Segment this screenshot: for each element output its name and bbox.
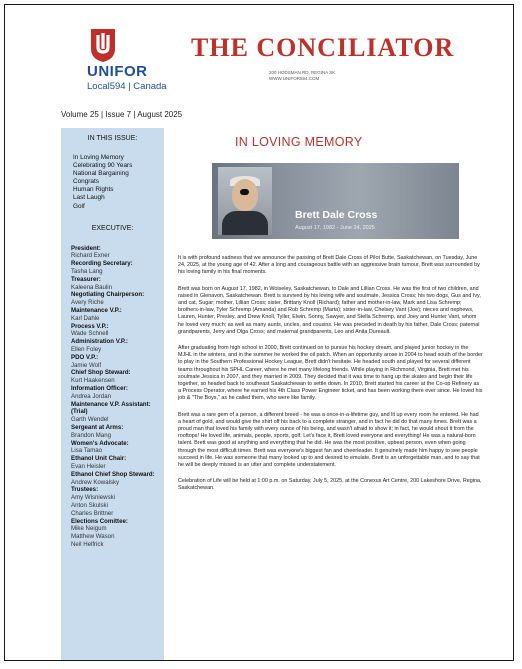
- article-paragraph: Brett was a rare gem of a person, a different breed - he was a once-in-a-lifetime guy, and lit up every room he entered. He had a heart of gold, and would give the shirt off his back to a complete stranger, and in fact he did do that many times. Brett was a proud man that loved his family with every ounce of his being, and wasn't afraid to show it; in fact, he would shout it from the rooftops! He loved life, animals, people, sports, golf. Let's face it, Brett loved everyone and everything! He was a natural-born talent. Brett was good at anything and everything that he did. He was the most positive, upbeat person, even when going through the most difficult times. Brett was everyone's biggest fan and cheerleader. It genuinely made him happy to see people succeed in life. He was someone that many looked up to and desired to emulate. Brett is an unforgettable man, and to say that he will be deeply missed is an utter and complete understatement.: [178, 411, 480, 469]
- executive-member: Tasha Lang: [71, 268, 103, 276]
- executive-member: Anton Skulski: [71, 501, 108, 509]
- article-paragraph: Brett was born on August 17, 1982, in Wolseley, Saskatchewan, to Dale and Lillian Cross. He was the first of two children, and raised in Glenavon, Saskatchewan. Brett is survived by his loving wife and soulmate, Jessica Cross; his two dogs, Gus and Ivy, and cat, Sugar; mother, Lillian Cross; sister, Brittany Knoll (Richard); father and mother-in-law, Mark and Lisa Schremp; brothers-in-law, Tyler Schremp (Amanda) and Rob Schremp (Marta); sister-in-law, Chelsey Vant (Joe); nieces and nephews, Lauren, Hunter, Presley, and Drew Knoll, Tyller, Elwin, Sonny, Sawyer, and Stella Schremp, and Joey and Hunter Vant, whom he loved very much; as well as many aunts, uncles, and cousins. He was preceded in death by his father, Dale Cross; paternal grandparents, Jerry and Olga Cross; and maternal grandparents, Leo and Anita Dureault.: [178, 285, 481, 335]
- brand-name: UNIFOR: [87, 63, 148, 80]
- executive-member: Avery Riche: [71, 299, 104, 307]
- banner-dates: August 17, 1982 - June 24, 2025: [295, 225, 375, 231]
- article-body: [178, 255, 483, 502]
- article-heading: IN LOVING MEMORY: [235, 135, 363, 149]
- article-paragraph: It is with profound sadness that we announce the passing of Brett Dale Cross of Pilot Butte, Saskatchewan, on Tuesday, June 24, 2025, at the young age of 42. After a long and courageous battle with an aggressive brain tumour, Brett was surrounded by his loving family in his final moments.: [178, 255, 480, 276]
- executive-role: Sergeant at Arms:: [71, 423, 124, 431]
- address-block: [269, 70, 335, 82]
- website-line: WWW.UNIFOR594.COM: [269, 76, 320, 81]
- executive-role: Ethanol Unit Chair:: [71, 455, 127, 463]
- photo-shirt: [222, 211, 268, 235]
- photo-face: [232, 179, 258, 211]
- executive-member: Neil Helfrick: [71, 540, 104, 548]
- photo-eyepatch: [240, 189, 249, 195]
- portrait-photo: [218, 167, 272, 235]
- executive-role: Women's Advocate:: [71, 439, 129, 447]
- executive-member: Ellen Foley: [71, 346, 102, 354]
- executive-member: Kaleena Baulin: [71, 283, 112, 291]
- executive-list: [71, 245, 164, 549]
- executive-member: Lisa Tamao: [71, 447, 103, 455]
- in-this-issue-heading: IN THIS ISSUE:: [87, 135, 138, 142]
- executive-member: Richard Exner: [71, 252, 110, 260]
- memorial-banner: [212, 163, 459, 239]
- toc-item[interactable]: National Bargaining: [73, 170, 129, 178]
- executive-role: Maintenance V.P. Assistant: (Trial): [71, 400, 151, 416]
- executive-role: Information Officer:: [71, 385, 128, 392]
- executive-role: Recording Secretary:: [71, 260, 133, 268]
- toc-list: [73, 154, 164, 211]
- unifor-shield-icon: [87, 27, 119, 63]
- executive-member: Andrew Kowalsky: [71, 478, 120, 486]
- article-paragraph: After graduating from high school in 2000, Brett continued on to pursue his hockey dream, and played junior hockey in the MJHL in the winters, and in the summer he worked the oil patch. When an opportunity arose in 2004 to head south of the border to play in the Southern Professional Hockey League, Brett didn't hesitate. He headed south and played for several different teams throughout his SPHL Career, where he met many lifelong friends. While playing in Richmond, Virginia, Brett met his soulmate Jessica in 2007, and they married in 2009. They decided that it was time to hang up the skates and begin their life together, so headed back to southeast Saskatchewan to settle down. In 2010, Brett started his career at the Co-op Refinery as a Process Operator, where he earned his 4th Class Power Engineer ticket, and has been working there ever since. He loved his job & "The Boys," as he called them, who were like family.: [178, 345, 483, 402]
- executive-role: Trustees:: [71, 486, 99, 494]
- executive-role: Maintenance V.P.:: [71, 307, 122, 315]
- executive-role: PDO V.P.:: [71, 353, 99, 361]
- executive-member: Brandon Mang: [71, 431, 111, 439]
- toc-item[interactable]: Human Rights: [73, 186, 114, 194]
- executive-member: Matthew Wason: [71, 533, 115, 541]
- executive-role: Chief Shop Steward:: [71, 369, 131, 377]
- toc-item[interactable]: Golf: [73, 202, 85, 210]
- banner-name: Brett Dale Cross: [295, 209, 378, 221]
- masthead: [5, 5, 514, 101]
- toc-item[interactable]: In Loving Memory: [73, 154, 124, 161]
- executive-member: Charles Brittner: [71, 509, 114, 517]
- executive-heading: EXECUTIVE:: [91, 224, 134, 232]
- executive-role: Negotiating Chairperson:: [71, 291, 145, 299]
- executive-member: Karl Dahle: [71, 314, 100, 322]
- executive-role: Process V.P.:: [71, 322, 109, 330]
- executive-member: Garth Wendel: [71, 416, 109, 424]
- local-label: Local594 | Canada: [87, 81, 167, 92]
- executive-member: Mike Neigum: [71, 525, 107, 533]
- executive-member: Evan Heisler: [71, 462, 106, 470]
- executive-role: President:: [71, 244, 101, 252]
- executive-role: Administration V.P.:: [71, 338, 128, 346]
- newsletter-page: [4, 4, 514, 661]
- executive-role: Treasurer:: [71, 275, 101, 283]
- executive-role: Ethanol Chief Shop Steward:: [71, 470, 155, 478]
- article-paragraph: Celebration of Life will be held at 1:00 p.m. on Saturday, July 5, 2025, at the Conexus Art Centre, 200 Lakeshore Drive, Regina, Saskatchewan.: [178, 478, 482, 492]
- sidebar: [61, 128, 164, 661]
- issue-line: Volume 25 | Issue 7 | August 2025: [61, 110, 183, 119]
- address-line: 200 HODSMAN RD, REGINA SK: [269, 70, 336, 75]
- executive-member: Andrea Jordan: [71, 392, 111, 400]
- executive-member: Amy Wisniewski: [71, 494, 116, 502]
- executive-member: Kurt Haakensen: [71, 377, 115, 385]
- toc-item[interactable]: Congrats: [73, 178, 99, 186]
- executive-role: Elections Comittee:: [71, 517, 128, 525]
- newsletter-title: THE CONCILIATOR: [191, 33, 455, 62]
- toc-item[interactable]: Celebrating 90 Years: [73, 162, 133, 170]
- executive-member: Wade Schnell: [71, 330, 109, 338]
- toc-item[interactable]: Last Laugh: [73, 194, 105, 202]
- executive-member: Jamie Wolf: [71, 361, 102, 369]
